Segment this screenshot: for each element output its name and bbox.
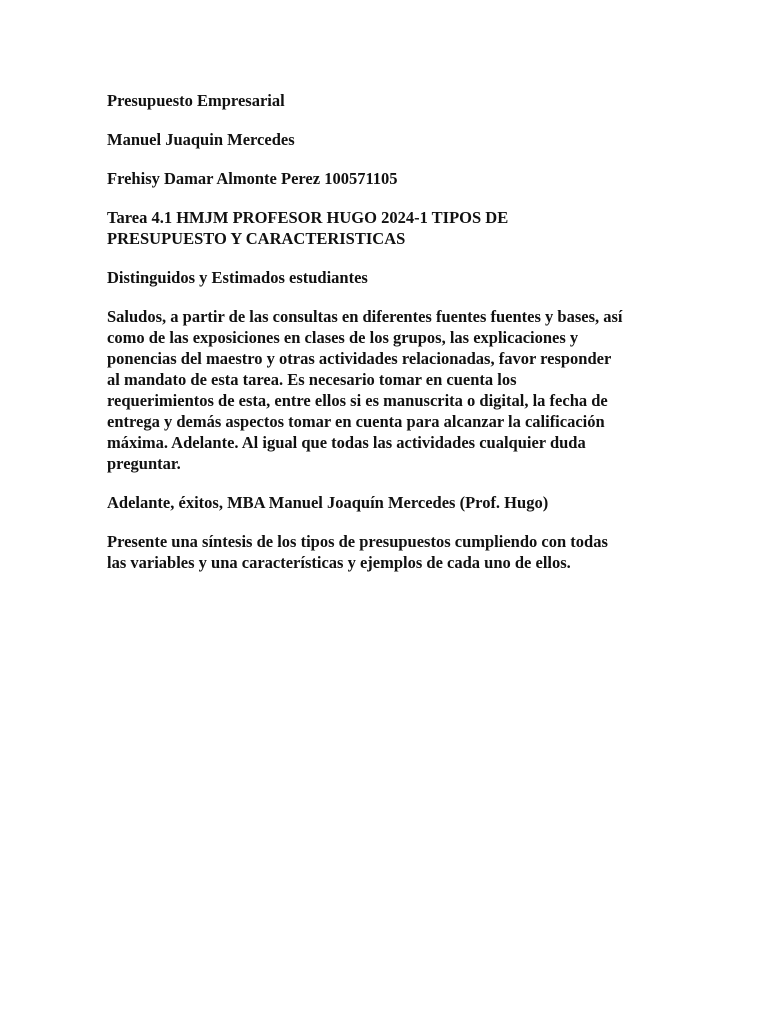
signoff: Adelante, éxitos, MBA Manuel Joaquín Mercedes (Prof. Hugo) [107,493,549,512]
greeting: Distinguidos y Estimados estudiantes [107,268,368,287]
document-page [107,90,667,591]
instructions-paragraph: Saludos, a partir de las consultas en diferentes fuentes fuentes y bases, así como de las exposiciones en clases de los grupos, las explicaciones y ponencias del maestro y otras actividades relacionadas, favor responder al mandato de esta tarea. Es necesario tomar en cuenta los requerimientos de esta, entre ellos si es manuscrita o digital, la fecha de entrega y demás aspectos tomar en cuenta para alcanzar la calificación máxima. Adelante. Al igual que todas las actividades cualquier duda preguntar. [107,307,623,473]
task-paragraph: Presente una síntesis de los tipos de presupuestos cumpliendo con todas las variables y una características y ejemplos de cada uno de ellos. [107,532,608,572]
course-title: Presupuesto Empresarial [107,91,285,110]
student-line: Frehisy Damar Almonte Perez 100571105 [107,169,398,188]
assignment-title: Tarea 4.1 HMJM PROFESOR HUGO 2024-1 TIPOS DE PRESUPUESTO Y CARACTERISTICAS [107,208,509,248]
professor-name: Manuel Juaquin Mercedes [107,130,295,149]
